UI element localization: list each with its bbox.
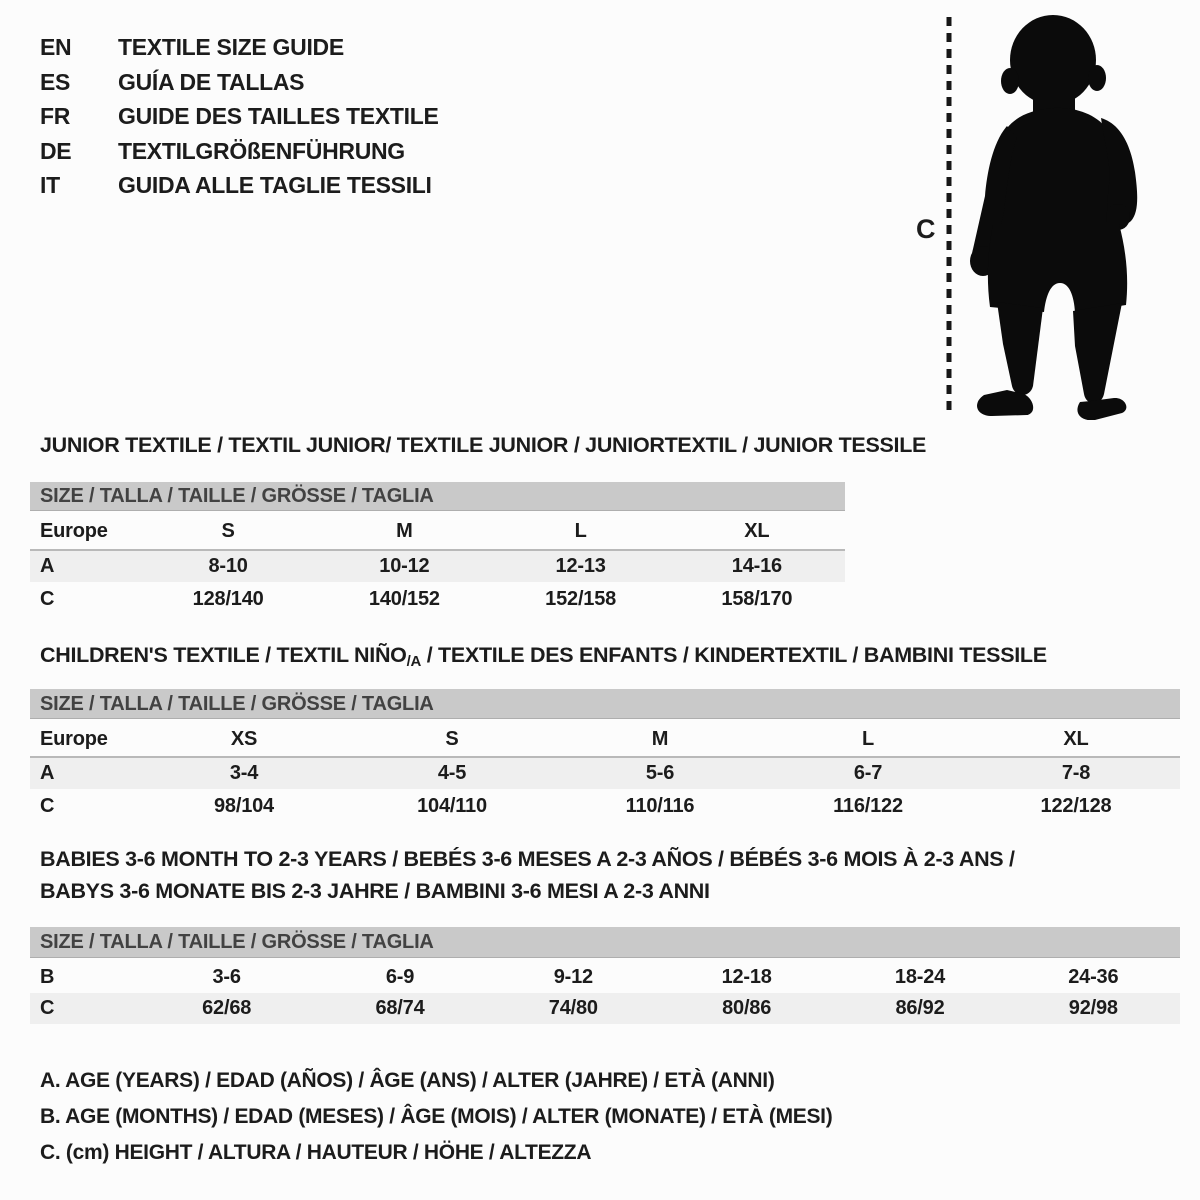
months-cell: 3-6 [212,966,241,988]
legend-line-a: A. AGE (YEARS) / EDAD (AÑOS) / ÂGE (ANS) / ALTER (JAHRE) / ETÀ (ANNI) [40,1069,775,1092]
size-header-bar: SIZE / TALLA / TAILLE / GRÖSSE / TAGLIA [30,927,1180,958]
height-cell: 80/86 [722,997,772,1019]
language-label: TEXTILGRÖßENFÜHRUNG [118,137,405,164]
height-measure-label: C [916,214,936,244]
height-cell: 128/140 [192,588,264,610]
size-cell: M [396,520,413,542]
row-label: C [40,795,55,817]
row-label: B [40,966,55,988]
row-label: Europe [40,728,108,750]
height-cell: 68/74 [375,997,425,1019]
height-dashed-line-icon [944,15,954,417]
language-code: FR [40,103,71,130]
height-cell: 98/104 [214,795,274,817]
table-row-months [30,958,1180,993]
table-row-age [30,758,1180,789]
toddler-silhouette [963,14,1145,420]
height-cell: 62/68 [202,997,252,1019]
language-label: GUÍA DE TALLAS [118,68,305,95]
table-row-height [30,993,1180,1024]
junior-size-table [30,482,845,615]
months-cell: 24-36 [1068,966,1119,988]
months-cell: 12-18 [721,966,772,988]
language-row-es [40,65,439,100]
language-label: GUIDE DES TAILLES TEXTILE [118,103,439,130]
age-cell: 7-8 [1061,762,1091,784]
age-cell: 6-7 [853,762,883,784]
height-cell: 122/128 [1040,795,1112,817]
size-cell: XS [230,728,258,750]
language-row-it [40,168,439,203]
size-cell: XL [744,520,770,542]
height-cell: 158/170 [721,588,793,610]
size-cell: M [651,728,669,750]
row-label: A [40,762,55,784]
language-code: ES [40,68,71,95]
babies-size-table [30,927,1180,1024]
height-cell: 116/122 [833,795,903,817]
height-cell: 86/92 [895,997,945,1019]
age-cell: 12-13 [555,555,606,577]
age-cell: 8-10 [208,555,248,577]
height-cell: 110/116 [625,795,695,817]
language-label: TEXTILE SIZE GUIDE [118,34,344,60]
age-cell: 4-5 [437,762,467,784]
height-cell: 152/158 [545,588,617,610]
language-code: EN [40,34,72,60]
legend-line-c: C. (cm) HEIGHT / ALTURA / HAUTEUR / HÖHE / ALTEZZA [40,1141,592,1164]
age-cell: 3-4 [229,762,259,784]
table-row-europe [30,511,845,551]
size-cell: S [445,728,459,750]
row-label: C [40,588,55,610]
table-row-age [30,551,845,582]
language-code: DE [40,137,72,164]
children-title-sub: /A [406,653,422,670]
size-cell: L [574,520,587,542]
size-header-bar: SIZE / TALLA / TAILLE / GRÖSSE / TAGLIA [30,482,845,511]
children-title-post: / TEXTILE DES ENFANTS / KINDERTEXTIL / BAMBINI TESSILE [421,643,1047,667]
height-cell: 104/110 [417,795,487,817]
children-size-table [30,689,1180,822]
row-label: A [40,555,55,577]
babies-section-title [40,843,1015,907]
table-row-height [30,582,845,615]
size-cell: XL [1063,728,1089,750]
size-header-bar: SIZE / TALLA / TAILLE / GRÖSSE / TAGLIA [30,689,1180,719]
babies-title-line2: BABYS 3-6 MONATE BIS 2-3 JAHRE / BAMBINI 3-6 MESI A 2-3 ANNI [40,879,710,903]
legend [40,1063,832,1171]
language-label: GUIDA ALLE TAGLIE TESSILI [118,172,432,199]
size-cell: L [861,728,875,750]
babies-title-line1: BABIES 3-6 MONTH TO 2-3 YEARS / BEBÉS 3-6 MESES A 2-3 AÑOS / BÉBÉS 3-6 MOIS À 2-3 ANS / [40,847,1015,871]
language-row-fr [40,99,439,134]
table-row-europe [30,719,1180,758]
age-cell: 5-6 [645,762,675,784]
children-section-title [40,643,1047,670]
legend-line-b: B. AGE (MONTHS) / EDAD (MESES) / ÂGE (MOIS) / ALTER (MONATE) / ETÀ (MESI) [40,1105,833,1128]
language-code: IT [40,172,60,199]
row-label: Europe [40,520,108,542]
children-title-pre: CHILDREN'S TEXTILE / TEXTIL NIÑO [40,643,407,667]
row-label: C [40,997,55,1019]
age-cell: 10-12 [379,555,430,577]
months-cell: 18-24 [894,966,946,988]
junior-section-title: JUNIOR TEXTILE / TEXTIL JUNIOR/ TEXTILE JUNIOR / JUNIORTEXTIL / JUNIOR TESSILE [40,433,927,457]
months-cell: 6-9 [385,966,415,988]
height-cell: 140/152 [368,588,440,610]
height-cell: 92/98 [1068,997,1118,1019]
age-cell: 14-16 [731,555,782,577]
size-cell: S [221,520,235,542]
language-list [40,30,439,203]
height-cell: 74/80 [548,997,598,1019]
months-cell: 9-12 [553,966,593,988]
table-row-height [30,789,1180,822]
language-row-en [40,30,439,65]
language-row-de [40,134,439,169]
